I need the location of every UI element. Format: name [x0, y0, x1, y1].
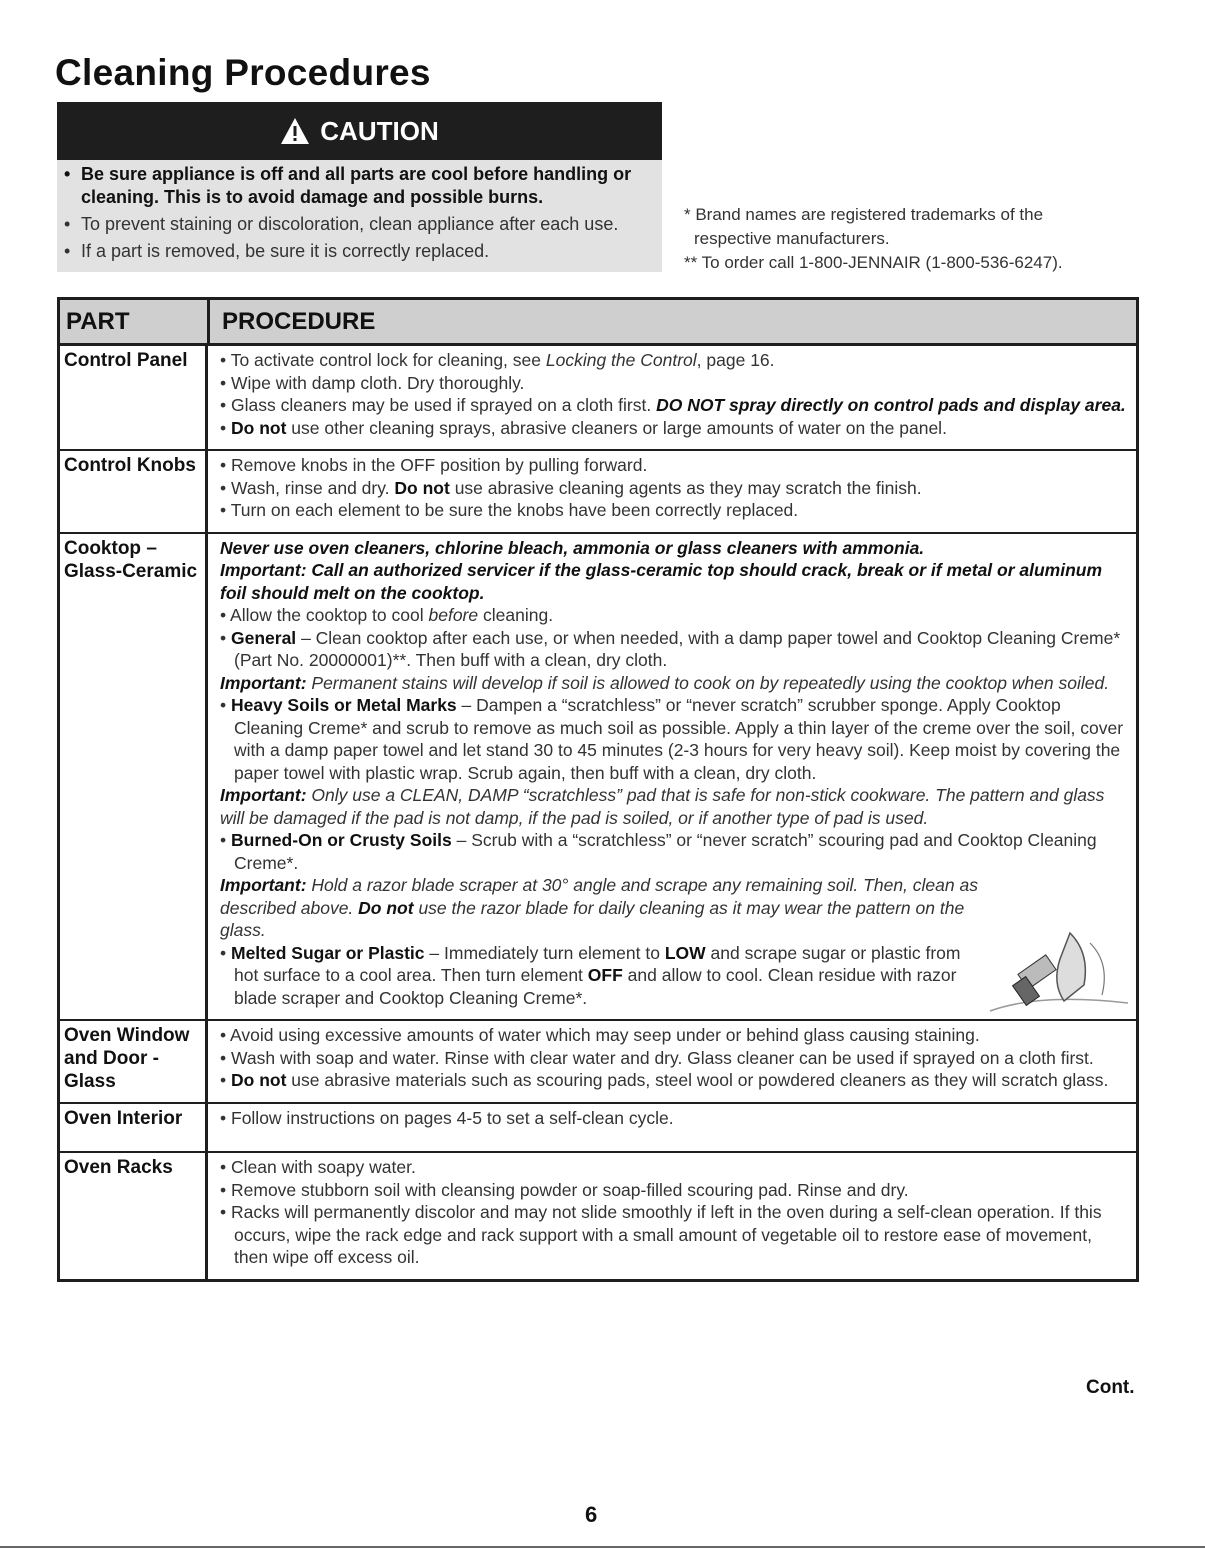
part-name: Control Panel — [64, 350, 188, 371]
procedure-line: • Turn on each element to be sure the knobs have been correctly replaced. — [220, 499, 1128, 522]
procedure-cell — [205, 1021, 1136, 1102]
caution-item: • If a part is removed, be sure it is correctly replaced. — [61, 240, 662, 263]
caution-header — [57, 102, 662, 160]
procedure-line: • To activate control lock for cleaning, see Locking the Control, page 16. — [220, 349, 1128, 372]
caution-heading: CAUTION — [320, 115, 439, 146]
caution-box — [57, 102, 662, 272]
caution-item: • Be sure appliance is off and all parts are cool before handling or cleaning. This is to avoid damage and possible burns. — [61, 163, 662, 209]
procedure-line: • Glass cleaners may be used if sprayed on a cloth first. DO NOT spray directly on control pads and display area. — [220, 394, 1128, 417]
procedure-line: • Burned-On or Crusty Soils – Scrub with a “scratchless” or “never scratch” scouring pad and Cooktop Cleaning Creme*. — [220, 829, 1128, 874]
table-header — [60, 300, 1136, 346]
part-name: Oven Window and Door - Glass — [64, 1025, 190, 1092]
procedure-line: • Do not use other cleaning sprays, abrasive cleaners or large amounts of water on the panel. — [220, 417, 1128, 440]
procedure-line: • Clean with soapy water. — [220, 1156, 1128, 1179]
procedure-line: • Remove knobs in the OFF position by pulling forward. — [220, 454, 1128, 477]
procedure-line: • Racks will permanently discolor and may not slide smoothly if left in the oven during a self-clean operation. If this occurs, wipe the rack edge and rack support with a small amount of vegetable oil to restore ease of movement, then wipe off excess oil. — [220, 1201, 1128, 1269]
procedure-line: • Allow the cooktop to cool before cleaning. — [220, 604, 1128, 627]
part-name: Control Knobs — [64, 455, 196, 476]
procedure-cell — [205, 1104, 1136, 1152]
procedure-cell — [205, 1153, 1136, 1279]
page-title: Cleaning Procedures — [55, 52, 431, 93]
part-name: Oven Racks — [64, 1157, 173, 1178]
order-note: ** To order call 1-800-JENNAIR (1-800-536-6247). — [684, 253, 1063, 272]
caution-item: • To prevent staining or discoloration, clean appliance after each use. — [61, 213, 662, 236]
table-row — [60, 1153, 1136, 1279]
part-name: Cooktop – Glass-Ceramic — [64, 537, 198, 582]
procedure-line: • Wash, rinse and dry. Do not use abrasive cleaning agents as they may scratch the finish. — [220, 477, 1128, 500]
table-row — [60, 1104, 1136, 1154]
procedure-line: • General – Clean cooktop after each use, or when needed, with a damp paper towel and Cooktop Cleaning Creme* (Part No. 20000001)**. Then buff with a clean, dry cloth. — [220, 627, 1128, 672]
important-note: Important: Only use a CLEAN, DAMP “scratchless” pad that is safe for non-stick cookware. The pattern and glass will be damaged if the pad is not damp, if the pad is soiled, or if another type of pad is used. — [220, 785, 1105, 828]
table-row — [60, 534, 1136, 1022]
procedure-line: • Wipe with damp cloth. Dry thoroughly. — [220, 372, 1128, 395]
header-part: PART — [66, 307, 130, 335]
warning-icon — [280, 117, 310, 145]
procedure-line: • Follow instructions on pages 4-5 to set a self-clean cycle. — [220, 1107, 1128, 1130]
part-name: Oven Interior — [64, 1107, 183, 1129]
important-note: Important: Hold a razor blade scraper at 30° angle and scrape any remaining soil. Then, clean as described above. Do not use the razor blade for daily cleaning as it may wear the pattern on the glass. — [220, 875, 978, 940]
procedure-line: • Remove stubborn soil with cleansing powder or soap-filled scouring pad. Rinse and dry. — [220, 1179, 1128, 1202]
trademark-note: * Brand names are registered trademarks of the respective manufacturers. — [684, 205, 1044, 248]
table-row — [60, 1021, 1136, 1104]
warning-line: Never use oven cleaners, chlorine bleach, ammonia or glass cleaners with ammonia. — [220, 537, 925, 558]
procedure-cell — [205, 451, 1136, 532]
procedure-cell — [205, 346, 1136, 449]
page-number: 6 — [585, 1502, 598, 1527]
table-row — [60, 451, 1136, 534]
procedure-line: • Wash with soap and water. Rinse with clear water and dry. Glass cleaner can be used if sprayed on a cloth first. — [220, 1047, 1128, 1070]
procedure-cell — [205, 534, 1136, 1020]
important-note: Important: Permanent stains will develop if soil is allowed to cook on by repeatedly using the cooktop when soiled. — [220, 672, 1110, 693]
warning-line: Important: Call an authorized servicer if the glass-ceramic top should crack, break or if metal or aluminum foil should melt on the cooktop. — [220, 560, 1103, 603]
procedure-line: • Do not use abrasive materials such as scouring pads, steel wool or powdered cleaners as they will scratch glass. — [220, 1069, 1128, 1092]
procedure-line: • Heavy Soils or Metal Marks – Dampen a “scratchless” or “never scratch” scrubber sponge. Apply Cooktop Cleaning Creme* and scrub to remove as much soil as possible. Apply a thin layer of the creme over the soil, cover with a damp paper towel and let stand 30 to 45 minutes (2-3 hours for very heavy soil). Keep moist by covering the paper towel with plastic wrap. Scrub again, then buff with a clean, dry cloth. — [220, 694, 1128, 784]
bottom-rule — [0, 1546, 1205, 1548]
procedure-line: • Avoid using excessive amounts of water which may seep under or behind glass causing staining. — [220, 1024, 1128, 1047]
continued-label: Cont. — [1086, 1377, 1135, 1398]
cleaning-table — [57, 297, 1139, 1282]
table-row — [60, 346, 1136, 451]
procedure-line: • Melted Sugar or Plastic – Immediately turn element to LOW and scrape sugar or plastic from hot surface to a cool area. Then turn element OFF and allow to cool. Clean residue with razor blade scraper and Cooktop Cleaning Creme*. — [220, 942, 1128, 1010]
footnotes — [684, 203, 1124, 275]
razor-scraper-illustration — [980, 923, 1130, 1015]
header-procedure: PROCEDURE — [207, 300, 1136, 343]
